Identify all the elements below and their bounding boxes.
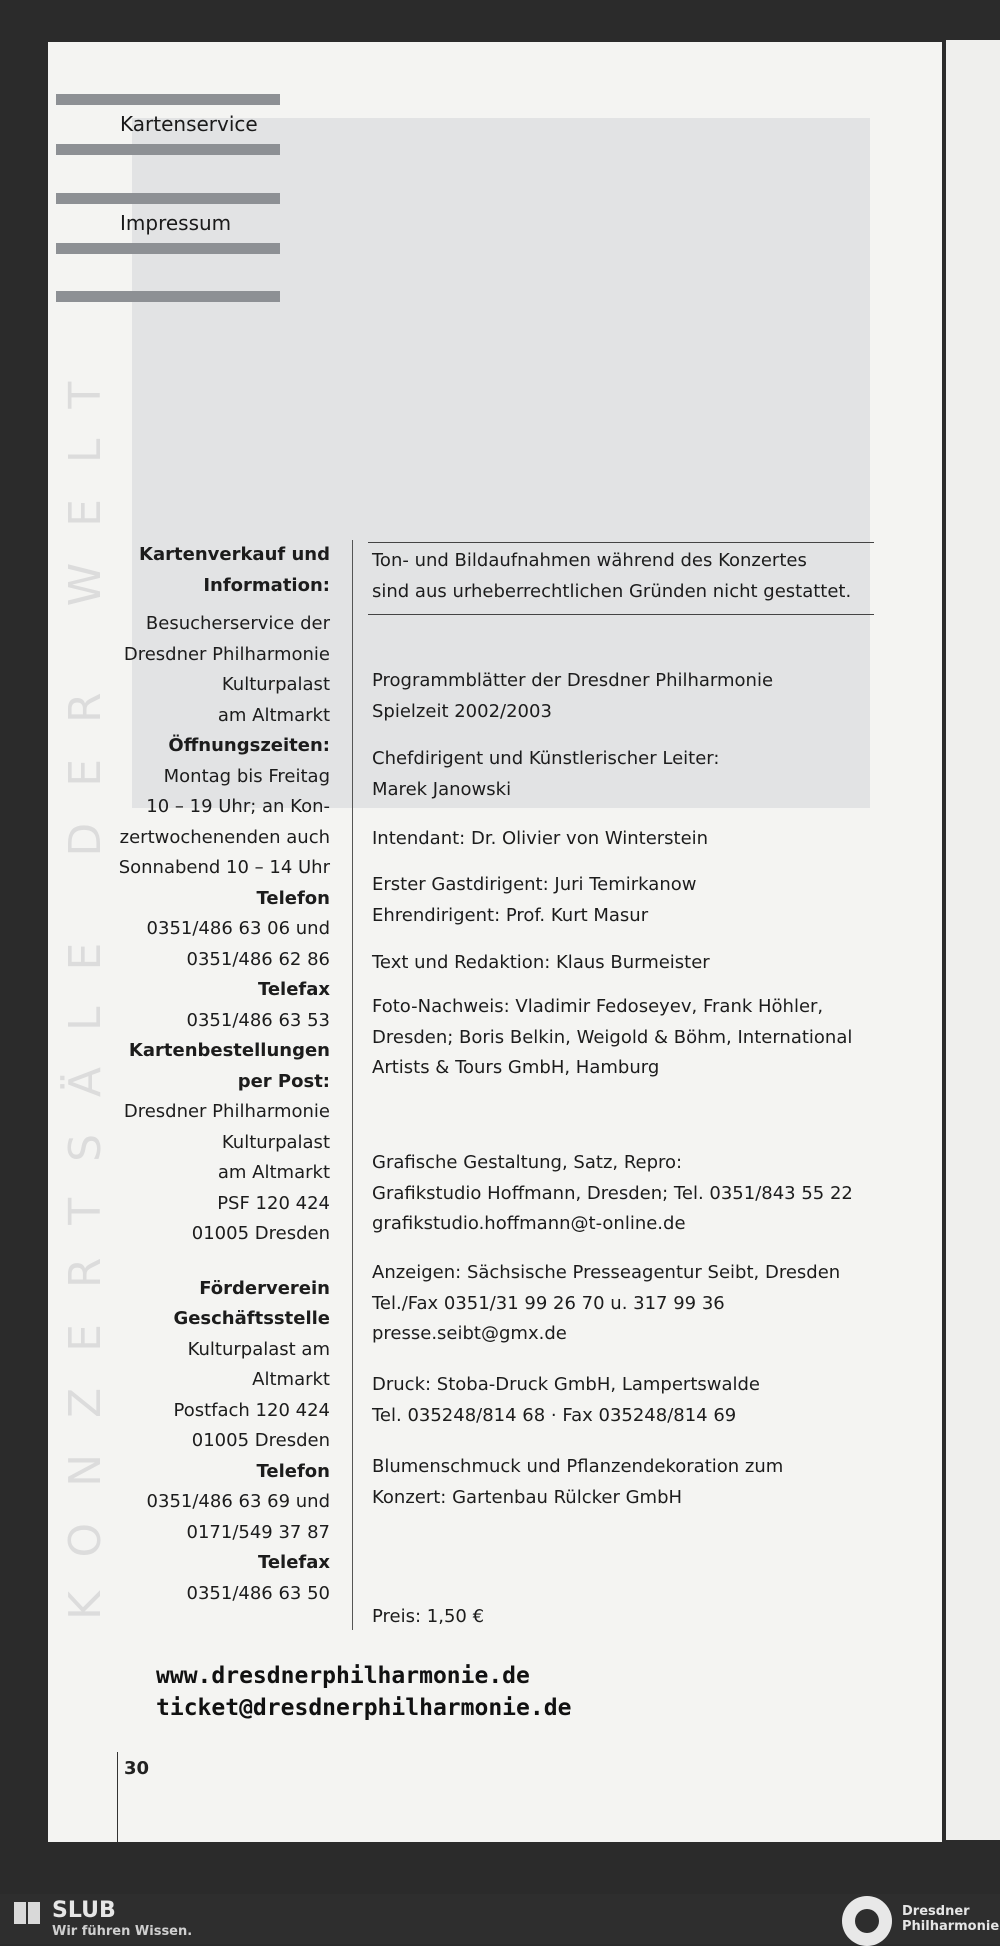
- programm-line: Programmblätter der Dresdner Philharmonie: [372, 670, 774, 691]
- redaktion-line: Text und Redaktion: Klaus Burmeister: [372, 952, 710, 973]
- blumen-block: [372, 1452, 783, 1513]
- foerderverein-address-line: Kulturpalast am: [187, 1338, 330, 1360]
- notice-rule-bottom: [368, 614, 874, 615]
- fv-telefon-line: 0351/486 63 69 und: [146, 1491, 330, 1512]
- post-address-line: PSF 120 424: [217, 1192, 330, 1214]
- next-page-edge: [946, 40, 1000, 1840]
- orchestra-logo-icon: [842, 1896, 892, 1946]
- nav-kartenservice[interactable]: Kartenservice: [120, 112, 258, 136]
- foto-block: [372, 992, 852, 1084]
- oeffnungszeiten-line: zertwochenenden auch: [119, 826, 330, 848]
- show-through-vertical-text: KONZERTSÄLE DER WELT: [60, 345, 111, 1620]
- anzeigen-email[interactable]: presse.seibt@gmx.de: [372, 1323, 567, 1344]
- orchestra-name[interactable]: [902, 1904, 999, 1934]
- telefon-heading: Telefon: [256, 887, 330, 909]
- fv-telefax-heading: Telefax: [257, 1552, 330, 1573]
- recording-notice: [372, 546, 851, 607]
- post-address-line: am Altmarkt: [217, 1162, 330, 1183]
- druck-line: Tel. 035248/814 68 · Fax 035248/814 69: [372, 1404, 737, 1426]
- telefon-line: 0351/486 62 86: [186, 948, 330, 970]
- page-number-rule: [117, 1752, 118, 1842]
- web-block: [156, 1660, 571, 1724]
- book-icon: [14, 1902, 40, 1924]
- nav-stripe: [56, 291, 280, 302]
- email-link[interactable]: ticket@dresdnerphilharmonie.de: [156, 1695, 572, 1721]
- besucherservice-line: Kulturpalast: [221, 674, 330, 695]
- chefdirigent-line: Marek Janowski: [372, 778, 512, 800]
- telefax-line: 0351/486 63 53: [186, 1009, 330, 1031]
- orchestra-name-line: Dresdner: [902, 1904, 970, 1919]
- oeffnungszeiten-heading: Öffnungszeiten:: [168, 735, 330, 756]
- kartenbestellungen-heading: Kartenbestellungen per Post:: [128, 1040, 330, 1092]
- programm-line: Spielzeit 2002/2003: [372, 700, 552, 722]
- druck-block: [372, 1370, 760, 1431]
- fv-telefax-line: 0351/486 63 50: [186, 1582, 330, 1604]
- ehrendirigent-line: Ehrendirigent: Prof. Kurt Masur: [372, 904, 649, 926]
- chefdirigent-block: [372, 744, 719, 805]
- website-link[interactable]: www.dresdnerphilharmonie.de: [156, 1663, 530, 1689]
- foerderverein-address-line: Postfach 120 424: [173, 1399, 330, 1421]
- blumen-line: Konzert: Gartenbau Rülcker GmbH: [372, 1486, 683, 1508]
- nav-stripe: [56, 94, 280, 105]
- druck-line: Druck: Stoba-Druck GmbH, Lampertswalde: [372, 1374, 761, 1395]
- besucherservice-line: Dresdner Philharmonie: [123, 643, 330, 665]
- oeffnungszeiten-line: 10 – 19 Uhr; an Kon-: [146, 796, 330, 817]
- oeffnungszeiten-line: Montag bis Freitag: [163, 765, 330, 787]
- orchestra-name-line: Philharmonie: [902, 1919, 1000, 1934]
- fv-telefon-line: 0171/549 37 87: [186, 1521, 330, 1543]
- fv-telefon-heading: Telefon: [256, 1460, 330, 1482]
- dirigenten-block: [372, 870, 696, 931]
- blumen-line: Blumenschmuck und Pflanzendekoration zum: [372, 1456, 784, 1477]
- notice-line: Ton- und Bildaufnahmen während des Konzertes: [372, 550, 807, 571]
- foerderverein-heading: Förderverein Geschäftsstelle: [173, 1277, 330, 1329]
- besucherservice-line: am Altmarkt: [217, 704, 330, 726]
- programm-block: [372, 666, 773, 727]
- notice-line: sind aus urheberrechtlichen Gründen nicht gestattet.: [372, 580, 852, 602]
- foto-line: Dresden; Boris Belkin, Weigold & Böhm, International: [372, 1026, 853, 1048]
- post-address-line: 01005 Dresden: [191, 1223, 330, 1244]
- post-address-line: Dresdner Philharmonie: [123, 1101, 330, 1122]
- besucherservice-line: Besucherservice der: [145, 613, 330, 634]
- post-address-line: Kulturpalast: [221, 1131, 330, 1153]
- nav-stripe: [56, 243, 280, 254]
- library-name[interactable]: SLUB: [52, 1898, 116, 1923]
- nav-impressum[interactable]: Impressum: [120, 211, 232, 235]
- grafik-line: Grafikstudio Hoffmann, Dresden; Tel. 0351/843 55 22: [372, 1182, 853, 1204]
- telefon-line: 0351/486 63 06 und: [146, 918, 330, 939]
- notice-rule-top: [368, 542, 874, 543]
- grafik-line: Grafische Gestaltung, Satz, Repro:: [372, 1152, 683, 1173]
- column-divider: [352, 540, 353, 1630]
- telefax-heading: Telefax: [257, 979, 330, 1000]
- intendant-line: Intendant: Dr. Olivier von Winterstein: [372, 828, 709, 849]
- price-label: Preis: 1,50 €: [372, 1606, 485, 1627]
- contact-column: [110, 540, 330, 1609]
- library-tagline: Wir führen Wissen.: [52, 1924, 193, 1939]
- grafik-email[interactable]: grafikstudio.hoffmann@t-online.de: [372, 1213, 686, 1234]
- foerderverein-address-line: 01005 Dresden: [191, 1430, 330, 1451]
- nav-stripe: [56, 144, 280, 155]
- chefdirigent-line: Chefdirigent und Künstlerischer Leiter:: [372, 748, 720, 769]
- foerderverein-address-line: Altmarkt: [252, 1369, 330, 1390]
- kartenverkauf-heading: Kartenverkauf und Information:: [139, 544, 330, 596]
- foto-line: Foto-Nachweis: Vladimir Fedoseyev, Frank Höhler,: [372, 996, 824, 1017]
- anzeigen-line: Anzeigen: Sächsische Presseagentur Seibt, Dresden: [372, 1262, 841, 1283]
- nav-stripe: [56, 193, 280, 204]
- gastdirigent-line: Erster Gastdirigent: Juri Temirkanow: [372, 874, 697, 895]
- page-number: 30: [124, 1758, 150, 1779]
- anzeigen-line: Tel./Fax 0351/31 99 26 70 u. 317 99 36: [372, 1292, 725, 1314]
- foto-line: Artists & Tours GmbH, Hamburg: [372, 1057, 660, 1078]
- oeffnungszeiten-line: Sonnabend 10 – 14 Uhr: [118, 857, 330, 878]
- grafik-block: [372, 1148, 853, 1240]
- anzeigen-block: [372, 1258, 840, 1350]
